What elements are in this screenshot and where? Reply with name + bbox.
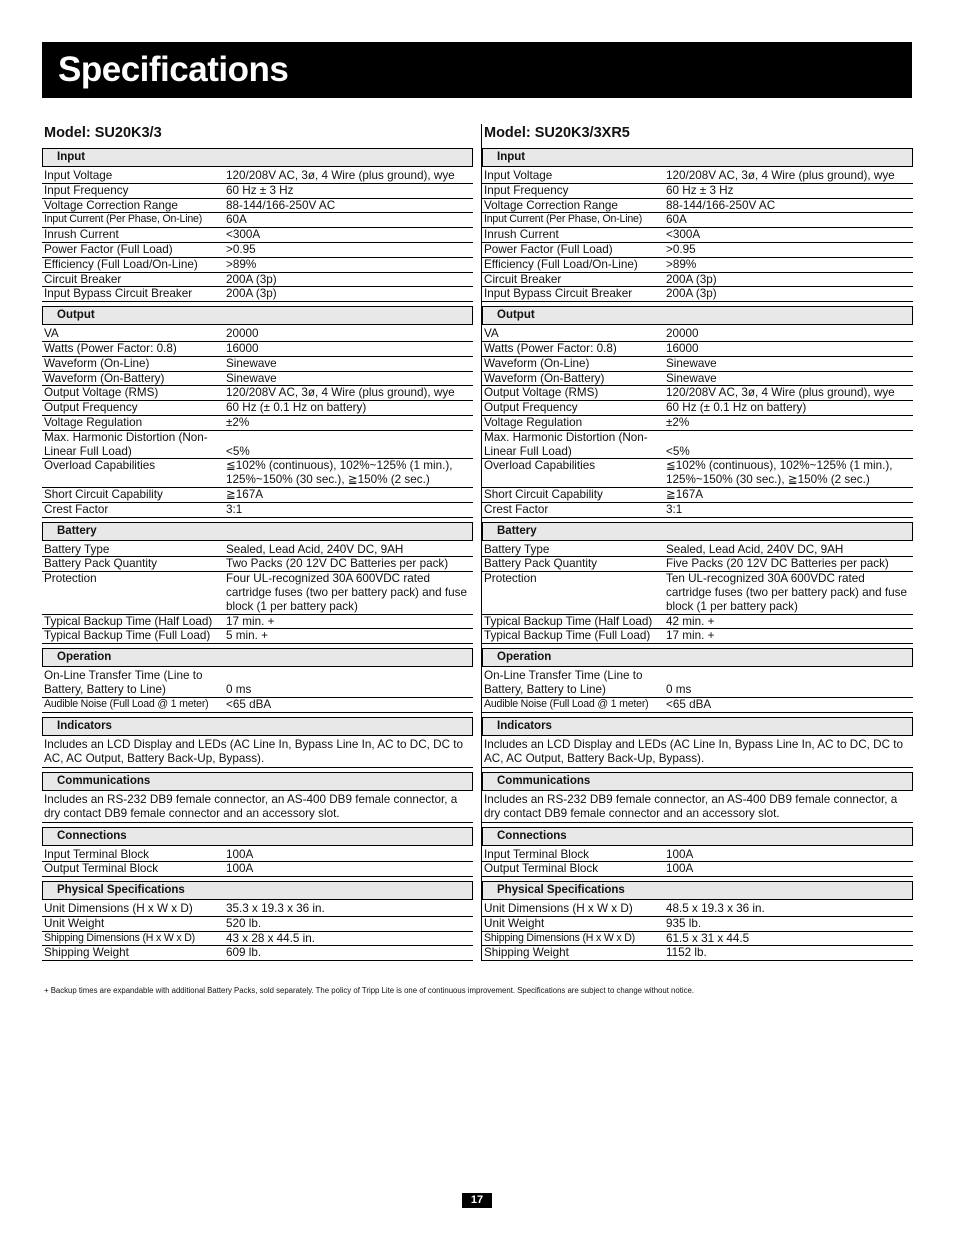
spec-label: Unit Weight [44,916,105,930]
spec-row [42,273,473,288]
spec-row [42,213,473,228]
spec-label: Battery Pack Quantity [484,557,598,571]
spec-value: Two Packs (20 12V DC Batteries per pack) [226,557,449,571]
spec-value: 120/208V AC, 3ø, 4 Wire (plus ground), wye [666,169,895,182]
spec-label: Audible Noise (Full Load @ 1 meter) [44,697,209,710]
spec-value: Sinewave [226,371,277,385]
spec-row [482,213,913,228]
spec-value: 0 ms [666,682,692,696]
spec-value: Sinewave [226,356,277,370]
spec-row [42,228,473,243]
spec-label: Voltage Regulation [484,415,583,429]
spec-value: 100A [666,862,694,876]
spec-label: Battery Pack Quantity [44,557,158,571]
spec-value: 120/208V AC, 3ø, 4 Wire (plus ground), wye [666,386,895,400]
spec-value: 17 min. + [666,629,715,643]
spec-value: 609 lb. [226,946,262,960]
spec-row [482,629,913,644]
spec-label: Input Current (Per Phase, On-Line) [44,213,203,226]
spec-label: Short Circuit Capability [44,487,163,501]
spec-label: Voltage Correction Range [484,198,618,212]
spec-value: <65 dBA [666,697,712,711]
spec-value: 200A (3p) [226,272,277,286]
spec-row [42,488,473,503]
spec-value: >0.95 [666,242,696,256]
title-bar [42,42,912,98]
model-heading: Model: SU20K3/3 [44,125,162,141]
spec-value: 1152 lb. [666,946,707,960]
spec-label: Input Voltage [484,169,553,182]
spec-column-right [481,124,913,961]
spec-row [482,557,913,572]
spec-label: Shipping Weight [484,946,569,960]
spec-label: VA [44,327,59,341]
spec-value: 60 Hz (± 0.1 Hz on battery) [666,401,807,415]
spec-label: Input Current (Per Phase, On-Line) [484,213,643,226]
spec-row [482,386,913,401]
spec-row [42,258,473,273]
spec-row [482,228,913,243]
spec-label: Circuit Breaker [44,272,122,286]
spec-row [42,543,473,558]
spec-value: 0 ms [226,682,252,696]
spec-row [482,327,913,342]
spec-row [42,372,473,387]
spec-value: ±2% [666,415,690,429]
section-text [482,793,913,823]
spec-value: 200A (3p) [666,287,717,301]
spec-value: 35.3 x 19.3 x 36 in. [226,902,325,916]
spec-label: Audible Noise (Full Load @ 1 meter) [484,697,649,710]
spec-label: Input Bypass Circuit Breaker [484,287,633,301]
spec-row [482,572,913,614]
page-title: Specifications [58,50,289,89]
spec-value: >89% [226,257,257,271]
spec-label: Typical Backup Time (Full Load) [44,629,211,643]
spec-row [482,615,913,630]
section-header-connections: Connections [42,827,473,846]
spec-row [482,917,913,932]
spec-label: Watts (Power Factor: 0.8) [484,341,617,355]
spec-row [482,431,913,460]
spec-value: ≧167A [666,487,704,501]
spec-value: <300A [666,228,701,242]
spec-value: 120/208V AC, 3ø, 4 Wire (plus ground), wye [226,386,455,400]
spec-row [42,848,473,863]
spec-value: 60A [666,213,687,227]
spec-row [42,169,473,184]
spec-label: Power Factor (Full Load) [484,242,613,256]
spec-label: Waveform (On-Battery) [484,371,605,385]
spec-value: 60A [226,213,247,227]
section-header-input: Input [482,148,913,167]
spec-value: <65 dBA [226,697,272,711]
spec-value: >89% [666,257,697,271]
spec-label: Output Terminal Block [44,862,159,876]
spec-row [482,169,913,184]
spec-label: Voltage Regulation [44,415,143,429]
spec-value: 60 Hz ± 3 Hz [666,183,734,197]
spec-value: ≦102% (continuous), 102%~125% (1 min.), 125%~150% (30 sec.), ≧150% (2 sec.) [226,459,453,487]
spec-row [482,243,913,258]
spec-label: Input Terminal Block [44,847,150,861]
spec-label: Short Circuit Capability [484,487,603,501]
spec-value: <5% [226,444,250,458]
spec-label: Efficiency (Full Load/On-Line) [484,257,638,271]
spec-value: 200A (3p) [226,287,277,301]
spec-label: Overload Capabilities [484,459,596,473]
spec-label: Typical Backup Time (Full Load) [484,629,651,643]
spec-label: Input Frequency [484,183,569,197]
spec-row [482,848,913,863]
spec-row [482,488,913,503]
section-header-connections: Connections [482,827,913,846]
page-number: 17 [462,1193,492,1208]
spec-row [482,932,913,947]
spec-row [42,459,473,488]
spec-label: Unit Weight [484,916,545,930]
spec-label: Waveform (On-Battery) [44,371,165,385]
spec-row [482,946,913,961]
spec-value: 100A [666,847,694,861]
section-header-communications: Communications [42,772,473,791]
spec-value: 48.5 x 19.3 x 36 in. [666,902,765,916]
spec-label: Input Frequency [44,183,129,197]
section-header-operation: Operation [42,648,473,667]
spec-row [42,243,473,258]
spec-row [482,258,913,273]
model-heading: Model: SU20K3/3XR5 [484,125,630,141]
spec-label: Shipping Dimensions (H x W x D) [44,931,195,944]
spec-row [482,357,913,372]
spec-value: Sinewave [666,371,717,385]
spec-column-left [42,124,473,961]
spec-row [42,503,473,518]
spec-value: 3:1 [666,502,683,516]
spec-row [482,401,913,416]
spec-value: 100A [226,862,254,876]
spec-value: 5 min. + [226,629,268,643]
spec-row [42,342,473,357]
section-text-body: Includes an LCD Display and LEDs (AC Line In, Bypass Line In, AC to DC, DC to AC, AC Output, Battery Back-Up, Bypass). [44,737,463,765]
section-text-body: Includes an LCD Display and LEDs (AC Line In, Bypass Line In, AC to DC, DC to AC, AC Output, Battery Back-Up, Bypass). [484,737,903,765]
spec-value: <300A [226,228,261,242]
spec-label: Inrush Current [484,228,559,242]
spec-row [482,698,913,713]
spec-row [42,557,473,572]
spec-row [482,543,913,558]
section-header-indicators: Indicators [482,717,913,736]
spec-row [482,669,913,698]
spec-label: Protection [44,572,97,586]
spec-row [42,917,473,932]
spec-value: 60 Hz ± 3 Hz [226,183,294,197]
spec-row [482,503,913,518]
spec-value: 3:1 [226,502,243,516]
spec-row [42,946,473,961]
spec-label: Shipping Dimensions (H x W x D) [484,931,635,944]
spec-label: On-Line Transfer Time (Line to Battery, Battery to Line) [44,669,203,696]
spec-row [42,862,473,877]
spec-label: Shipping Weight [44,946,129,960]
spec-row [42,386,473,401]
section-header-output: Output [42,306,473,325]
spec-row [42,629,473,644]
spec-row [42,401,473,416]
spec-label: Crest Factor [484,502,549,516]
spec-row [482,902,913,917]
spec-value: >0.95 [226,242,256,256]
spec-value: 520 lb. [226,916,262,930]
spec-row [482,459,913,488]
spec-label: On-Line Transfer Time (Line to Battery, Battery to Line) [484,669,643,696]
spec-label: Output Terminal Block [484,862,599,876]
spec-value: 88-144/166-250V AC [226,198,336,212]
footnote: + Backup times are expandable with additional Battery Packs, sold separately. The policy of Tripp Lite is one of continuous improvement. Specifications are subject to change without notice. [44,986,695,995]
section-text-body: Includes an RS-232 DB9 female connector, an AS-400 DB9 female connector, a dry contact DB9 female connector and an accessory slot. [44,792,458,820]
spec-value: 100A [226,847,254,861]
spec-label: Output Voltage (RMS) [44,386,159,400]
spec-label: Battery Type [44,542,110,556]
spec-label: Unit Dimensions (H x W x D) [484,902,633,916]
spec-label: Output Voltage (RMS) [484,386,599,400]
spec-value: ±2% [226,415,250,429]
spec-label: Overload Capabilities [44,459,156,473]
spec-row [42,431,473,460]
spec-label: Output Frequency [484,401,578,415]
spec-value: 20000 [666,327,699,341]
spec-value: 60 Hz (± 0.1 Hz on battery) [226,401,367,415]
section-text [42,738,473,768]
spec-label: Unit Dimensions (H x W x D) [44,902,193,916]
section-header-battery: Battery [482,522,913,541]
section-text-body: Includes an RS-232 DB9 female connector, an AS-400 DB9 female connector, a dry contact DB9 female connector and an accessory slot. [484,792,898,820]
spec-row [42,572,473,614]
spec-label: Input Terminal Block [484,847,590,861]
spec-row [42,287,473,302]
section-header-physical: Physical Specifications [42,881,473,900]
spec-value: 61.5 x 31 x 44.5 [666,931,750,945]
spec-label: Protection [484,572,537,586]
spec-value: Ten UL-recognized 30A 600VDC rated cartridge fuses (two per battery pack) and fuse block (1 per battery pack) [666,572,908,613]
spec-label: Waveform (On-Line) [44,356,150,370]
spec-value: ≧167A [226,487,264,501]
spec-label: Output Frequency [44,401,138,415]
spec-label: VA [484,327,499,341]
spec-row [42,416,473,431]
spec-label: Battery Type [484,542,550,556]
spec-row [482,184,913,199]
spec-value: 20000 [226,327,259,341]
spec-value: Sinewave [666,356,717,370]
spec-label: Waveform (On-Line) [484,356,590,370]
spec-label: Crest Factor [44,502,109,516]
spec-value: Five Packs (20 12V DC Batteries per pack) [666,557,889,571]
spec-row [42,615,473,630]
spec-value: Sealed, Lead Acid, 240V DC, 9AH [666,542,844,556]
spec-row [482,287,913,302]
section-text [42,793,473,823]
spec-value: <5% [666,444,690,458]
spec-row [42,932,473,947]
spec-row [42,357,473,372]
spec-value: 200A (3p) [666,272,717,286]
spec-value: 42 min. + [666,614,715,628]
spec-value: 16000 [666,341,699,355]
spec-label: Typical Backup Time (Half Load) [44,614,213,628]
spec-value: 43 x 28 x 44.5 in. [226,931,316,945]
spec-value: 16000 [226,341,259,355]
spec-label: Max. Harmonic Distortion (Non-Linear Full Load) [44,430,208,458]
spec-label: Max. Harmonic Distortion (Non-Linear Full Load) [484,430,648,458]
section-header-output: Output [482,306,913,325]
spec-label: Watts (Power Factor: 0.8) [44,341,177,355]
spec-row [482,862,913,877]
spec-value: Sealed, Lead Acid, 240V DC, 9AH [226,542,404,556]
spec-row [42,669,473,698]
section-header-input: Input [42,148,473,167]
spec-row [482,372,913,387]
spec-label: Efficiency (Full Load/On-Line) [44,257,198,271]
spec-label: Input Bypass Circuit Breaker [44,287,193,301]
spec-row [482,416,913,431]
spec-row [482,199,913,214]
section-header-physical: Physical Specifications [482,881,913,900]
spec-row [482,273,913,288]
spec-row [42,902,473,917]
spec-label: Typical Backup Time (Half Load) [484,614,653,628]
section-header-operation: Operation [482,648,913,667]
section-header-communications: Communications [482,772,913,791]
spec-label: Power Factor (Full Load) [44,242,173,256]
spec-value: Four UL-recognized 30A 600VDC rated cartridge fuses (two per battery pack) and fuse block (1 per battery pack) [226,572,468,613]
spec-row [482,342,913,357]
spec-label: Input Voltage [44,169,113,182]
section-header-battery: Battery [42,522,473,541]
spec-row [42,199,473,214]
section-text [482,738,913,768]
spec-value: ≦102% (continuous), 102%~125% (1 min.), 125%~150% (30 sec.), ≧150% (2 sec.) [666,459,893,487]
spec-label: Voltage Correction Range [44,198,178,212]
spec-label: Inrush Current [44,228,119,242]
spec-value: 935 lb. [666,916,702,930]
spec-row [42,327,473,342]
spec-label: Circuit Breaker [484,272,562,286]
section-header-indicators: Indicators [42,717,473,736]
spec-value: 120/208V AC, 3ø, 4 Wire (plus ground), wye [226,169,455,182]
spec-row [42,698,473,713]
spec-row [42,184,473,199]
spec-value: 88-144/166-250V AC [666,198,776,212]
spec-value: 17 min. + [226,614,275,628]
